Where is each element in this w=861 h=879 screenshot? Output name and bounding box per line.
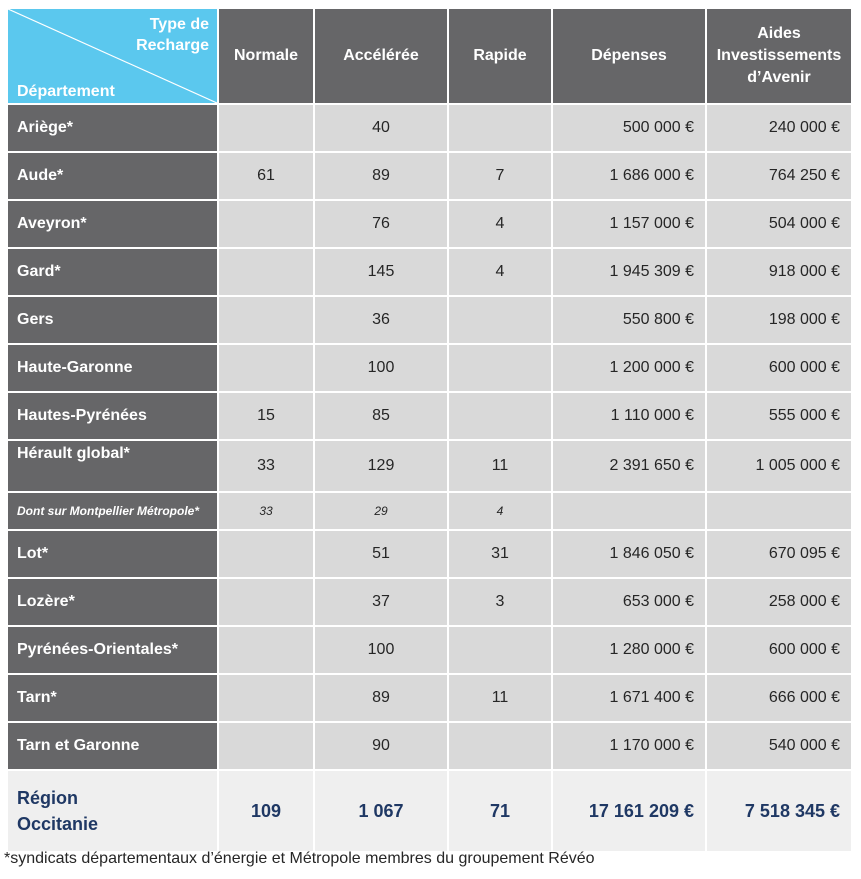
table-row bbox=[8, 579, 851, 625]
cell-depenses: 500 000 € bbox=[553, 105, 705, 151]
cell-aides: 540 000 € bbox=[707, 723, 851, 769]
cell-rapide: 4 bbox=[449, 493, 551, 529]
cell-acceleree: 37 bbox=[315, 579, 447, 625]
cell-normale: 15 bbox=[219, 393, 313, 439]
table-row bbox=[8, 105, 851, 151]
dept-name: Ariège* bbox=[8, 105, 217, 151]
cell-normale bbox=[219, 297, 313, 343]
dept-name: Aveyron* bbox=[8, 201, 217, 247]
cell-acceleree: 40 bbox=[315, 105, 447, 151]
cell-depenses: 1 157 000 € bbox=[553, 201, 705, 247]
cell-aides: 198 000 € bbox=[707, 297, 851, 343]
table-row bbox=[8, 531, 851, 577]
dept-name: Gers bbox=[8, 297, 217, 343]
footnote: *syndicats départementaux d’énergie et Métropole membres du groupement Révéo bbox=[4, 850, 595, 867]
cell-depenses: 653 000 € bbox=[553, 579, 705, 625]
cell-depenses: 1 945 309 € bbox=[553, 249, 705, 295]
cell-normale bbox=[219, 723, 313, 769]
cell-aides: 555 000 € bbox=[707, 393, 851, 439]
dept-name: Pyrénées-Orientales* bbox=[8, 627, 217, 673]
cell-normale bbox=[219, 345, 313, 391]
cell-acceleree: 89 bbox=[315, 153, 447, 199]
cell-normale bbox=[219, 627, 313, 673]
dept-name: Lozère* bbox=[8, 579, 217, 625]
cell-normale bbox=[219, 579, 313, 625]
total-depenses: 17 161 209 € bbox=[553, 771, 705, 851]
table-row bbox=[8, 201, 851, 247]
cell-rapide: 7 bbox=[449, 153, 551, 199]
cell-aides: 918 000 € bbox=[707, 249, 851, 295]
cell-acceleree: 100 bbox=[315, 345, 447, 391]
col-header-rapide: Rapide bbox=[449, 9, 551, 103]
total-rapide: 71 bbox=[449, 771, 551, 851]
cell-aides: 1 005 000 € bbox=[707, 441, 851, 491]
recharge-table bbox=[6, 7, 853, 853]
dept-name: Hérault global* bbox=[8, 441, 217, 491]
dept-name: Hautes-Pyrénées bbox=[8, 393, 217, 439]
cell-normale bbox=[219, 105, 313, 151]
cell-depenses: 1 200 000 € bbox=[553, 345, 705, 391]
cell-acceleree: 29 bbox=[315, 493, 447, 529]
cell-rapide bbox=[449, 723, 551, 769]
cell-aides: 600 000 € bbox=[707, 627, 851, 673]
cell-rapide: 4 bbox=[449, 201, 551, 247]
cell-depenses: 550 800 € bbox=[553, 297, 705, 343]
cell-normale: 33 bbox=[219, 441, 313, 491]
cell-aides: 504 000 € bbox=[707, 201, 851, 247]
table-row bbox=[8, 441, 851, 491]
table-row bbox=[8, 627, 851, 673]
col-header-acceleree: Accélérée bbox=[315, 9, 447, 103]
cell-depenses: 1 686 000 € bbox=[553, 153, 705, 199]
cell-depenses bbox=[553, 493, 705, 529]
cell-depenses: 1 110 000 € bbox=[553, 393, 705, 439]
cell-acceleree: 89 bbox=[315, 675, 447, 721]
table-row bbox=[8, 393, 851, 439]
cell-acceleree: 100 bbox=[315, 627, 447, 673]
dept-name: Haute-Garonne bbox=[8, 345, 217, 391]
table-row bbox=[8, 297, 851, 343]
cell-acceleree: 85 bbox=[315, 393, 447, 439]
cell-depenses: 2 391 650 € bbox=[553, 441, 705, 491]
corner-header bbox=[8, 9, 217, 103]
total-label: Région Occitanie bbox=[8, 771, 217, 851]
table-row bbox=[8, 345, 851, 391]
corner-departement-label: Département bbox=[17, 83, 115, 100]
col-header-normale: Normale bbox=[219, 9, 313, 103]
cell-depenses: 1 280 000 € bbox=[553, 627, 705, 673]
total-normale: 109 bbox=[219, 771, 313, 851]
cell-rapide bbox=[449, 393, 551, 439]
cell-rapide bbox=[449, 345, 551, 391]
cell-acceleree: 145 bbox=[315, 249, 447, 295]
cell-aides bbox=[707, 493, 851, 529]
table-row bbox=[8, 675, 851, 721]
cell-acceleree: 90 bbox=[315, 723, 447, 769]
dept-name: Tarn* bbox=[8, 675, 217, 721]
cell-rapide: 4 bbox=[449, 249, 551, 295]
cell-normale: 33 bbox=[219, 493, 313, 529]
cell-aides: 600 000 € bbox=[707, 345, 851, 391]
col-header-aides: Aides Investissements d’Avenir bbox=[707, 9, 851, 103]
dept-sub-name: Dont sur Montpellier Métropole* bbox=[8, 493, 217, 529]
cell-acceleree: 129 bbox=[315, 441, 447, 491]
table-row bbox=[8, 723, 851, 769]
dept-name: Tarn et Garonne bbox=[8, 723, 217, 769]
recharge-table-container bbox=[6, 7, 853, 853]
cell-aides: 670 095 € bbox=[707, 531, 851, 577]
table-sub-row bbox=[8, 493, 851, 529]
cell-rapide bbox=[449, 297, 551, 343]
cell-rapide: 31 bbox=[449, 531, 551, 577]
cell-normale bbox=[219, 249, 313, 295]
cell-rapide: 11 bbox=[449, 441, 551, 491]
cell-depenses: 1 671 400 € bbox=[553, 675, 705, 721]
cell-acceleree: 36 bbox=[315, 297, 447, 343]
cell-aides: 240 000 € bbox=[707, 105, 851, 151]
table-row bbox=[8, 249, 851, 295]
cell-rapide: 3 bbox=[449, 579, 551, 625]
cell-aides: 666 000 € bbox=[707, 675, 851, 721]
cell-aides: 764 250 € bbox=[707, 153, 851, 199]
cell-aides: 258 000 € bbox=[707, 579, 851, 625]
dept-name: Lot* bbox=[8, 531, 217, 577]
cell-depenses: 1 170 000 € bbox=[553, 723, 705, 769]
total-row bbox=[8, 771, 851, 851]
table-row bbox=[8, 153, 851, 199]
cell-normale: 61 bbox=[219, 153, 313, 199]
header-row bbox=[8, 9, 851, 103]
corner-type-label: Type de Recharge bbox=[136, 16, 209, 54]
cell-normale bbox=[219, 675, 313, 721]
total-acceleree: 1 067 bbox=[315, 771, 447, 851]
cell-rapide bbox=[449, 627, 551, 673]
dept-name: Gard* bbox=[8, 249, 217, 295]
cell-rapide: 11 bbox=[449, 675, 551, 721]
cell-depenses: 1 846 050 € bbox=[553, 531, 705, 577]
cell-normale bbox=[219, 201, 313, 247]
cell-acceleree: 51 bbox=[315, 531, 447, 577]
total-aides: 7 518 345 € bbox=[707, 771, 851, 851]
cell-acceleree: 76 bbox=[315, 201, 447, 247]
col-header-depenses: Dépenses bbox=[553, 9, 705, 103]
dept-name: Aude* bbox=[8, 153, 217, 199]
cell-rapide bbox=[449, 105, 551, 151]
cell-normale bbox=[219, 531, 313, 577]
